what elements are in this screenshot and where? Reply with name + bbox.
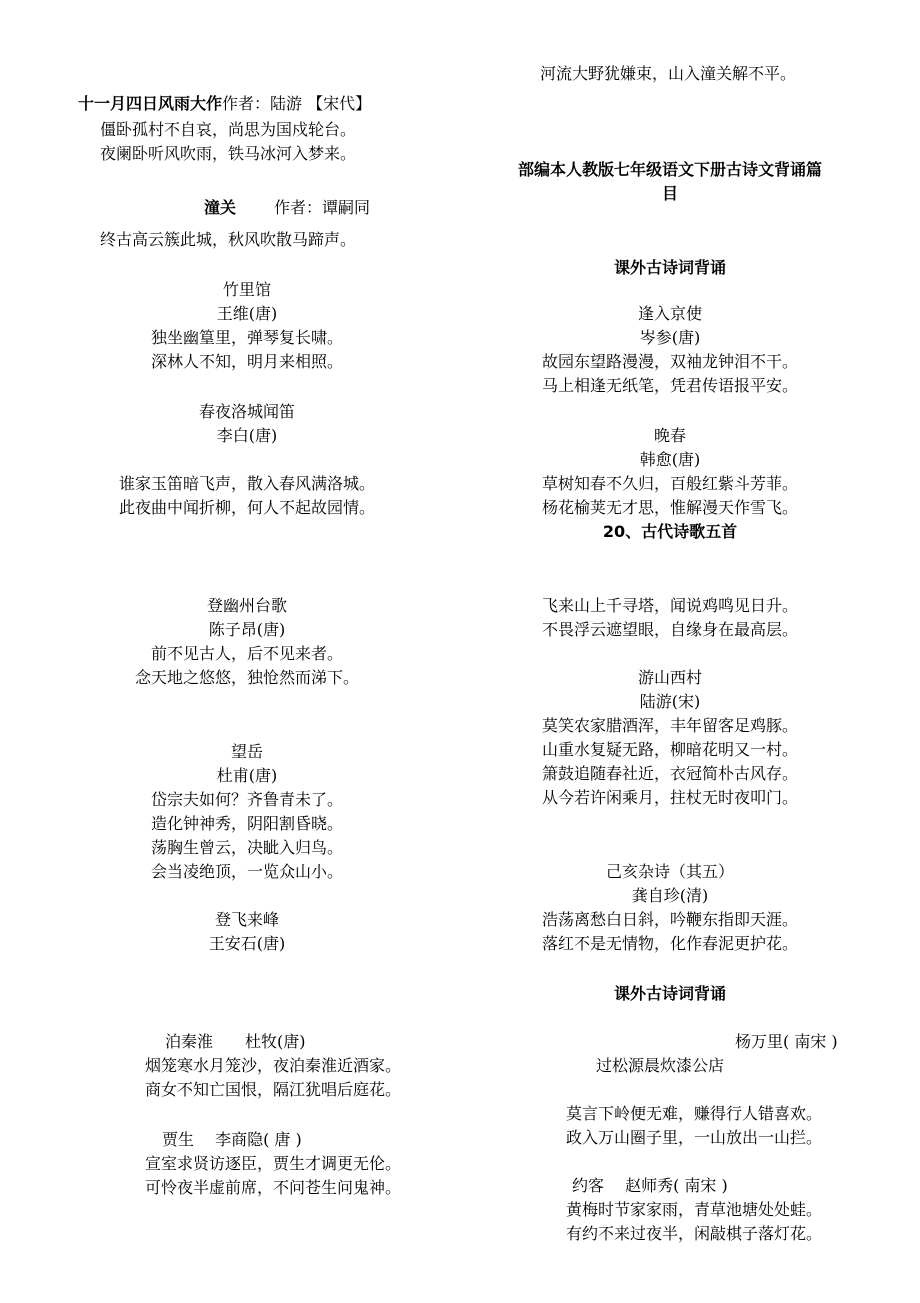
poem-title: 登飞来峰	[214, 910, 279, 929]
poem-line: 箫鼓追随春社近，衣冠简朴古风存。	[541, 764, 798, 783]
page-heading: 部编本人教版七年级语文下册古诗文背诵篇	[517, 160, 822, 179]
poem-title: 过松源晨炊漆公店	[596, 1056, 725, 1075]
poem-line: 念天地之悠悠，独怆然而涕下。	[134, 668, 359, 687]
poem-line: 莫言下岭便无难，赚得行人错喜欢。	[566, 1104, 823, 1123]
poem-title: 竹里馆	[222, 280, 271, 299]
poem-header: 约客 赵师秀( 南宋 )	[572, 1176, 728, 1195]
poem-title: 逢入京使	[637, 304, 702, 323]
poem-line: 岱宗夫如何？齐鲁青未了。	[150, 790, 343, 809]
poem-line: 商女不知亡国恨，隔江犹唱后庭花。	[145, 1080, 402, 1099]
poem-line: 故园东望路漫漫，双袖龙钟泪不干。	[541, 352, 798, 371]
poem-author: 韩愈(唐)	[639, 450, 701, 469]
poem-line: 莫笑农家腊酒浑，丰年留客足鸡豚。	[541, 716, 798, 735]
poem-title-line	[78, 92, 371, 116]
poem-header: 泊秦淮 杜牧(唐)	[165, 1032, 306, 1051]
poem-line: 造化钟神秀，阴阳割昏晓。	[150, 814, 343, 833]
poem-line: 终古高云簇此城，秋风吹散马蹄声。	[100, 230, 357, 249]
poem-title: 己亥杂诗（其五）	[605, 862, 734, 881]
poem-line: 黄梅时节家家雨，青草池塘处处蛙。	[566, 1200, 823, 1219]
poem-title-line	[204, 196, 370, 220]
poem-header: 贾生 李商隐( 唐 )	[162, 1130, 302, 1149]
poem-line: 草树知春不久归，百般红紫斗芳菲。	[541, 474, 798, 493]
poem-line: 浩荡离愁白日斜，吟鞭东指即天涯。	[541, 910, 798, 929]
poem-author: 杜甫(唐)	[216, 766, 278, 785]
poem-line: 杨花榆荚无才思，惟解漫天作雪飞。	[541, 498, 798, 517]
poem-line: 烟笼寒水月笼沙，夜泊秦淮近酒家。	[145, 1056, 402, 1075]
poem-author: 作者：谭嗣同	[274, 198, 371, 217]
poem-line: 此夜曲中闻折柳，何人不起故园情。	[118, 498, 375, 517]
poem-line: 政入万山圈子里，一山放出一山拦。	[566, 1128, 823, 1147]
poem-author: 陆游(宋)	[639, 692, 701, 711]
section-heading: 课外古诗词背诵	[613, 984, 726, 1003]
poem-author: 作者：陆游 【宋代】	[222, 94, 372, 113]
poem-line: 河流大野犹嫌束，山入潼关解不平。	[539, 64, 796, 83]
poem-line: 会当凌绝顶，一览众山小。	[150, 862, 343, 881]
poem-title: 登幽州台歌	[206, 596, 287, 615]
poem-author: 岑参(唐)	[639, 328, 701, 347]
section-heading: 20、古代诗歌五首	[602, 522, 738, 541]
poem-line: 飞来山上千寻塔，闻说鸡鸣见日升。	[541, 596, 798, 615]
poem-author: 王安石(唐)	[208, 934, 286, 953]
section-heading: 课外古诗词背诵	[613, 258, 726, 277]
poem-title: 游山西村	[637, 668, 702, 687]
poem-author: 龚自珍(清)	[631, 886, 709, 905]
poem-line: 谁家玉笛暗飞声，散入春风满洛城。	[118, 474, 375, 493]
poem-line: 落红不是无情物，化作春泥更护花。	[541, 934, 798, 953]
poem-author: 王维(唐)	[216, 304, 278, 323]
poem-author: 陈子昂(唐)	[208, 620, 286, 639]
poem-line: 可怜夜半虚前席，不问苍生问鬼神。	[145, 1178, 402, 1197]
poem-title: 潼关	[204, 198, 237, 217]
poem-line: 从今若许闲乘月，拄杖无时夜叩门。	[541, 788, 798, 807]
poem-line: 僵卧孤村不自哀，尚思为国戍轮台。	[100, 120, 357, 139]
poem-line: 山重水复疑无路，柳暗花明又一村。	[541, 740, 798, 759]
poem-line: 荡胸生曾云，决眦入归鸟。	[150, 838, 343, 857]
poem-author: 杨万里( 南宋 )	[735, 1032, 838, 1051]
poem-line: 不畏浮云遮望眼，自缘身在最高层。	[541, 620, 798, 639]
poem-line: 夜阑卧听风吹雨，铁马冰河入梦来。	[100, 144, 357, 163]
poem-title: 春夜洛城闻笛	[198, 402, 295, 421]
poem-line: 马上相逢无纸笔，凭君传语报平安。	[541, 376, 798, 395]
poem-title: 晚春	[653, 426, 686, 445]
poem-author: 李白(唐)	[216, 426, 278, 445]
poem-line: 深林人不知，明月来相照。	[150, 352, 343, 371]
poem-line: 宣室求贤访逐臣，贾生才调更无伦。	[145, 1154, 402, 1173]
page-heading: 目	[661, 184, 678, 203]
poem-line: 有约不来过夜半，闲敲棋子落灯花。	[566, 1224, 823, 1243]
poem-line: 前不见古人，后不见来者。	[150, 644, 343, 663]
poem-title: 望岳	[230, 742, 263, 761]
poem-line: 独坐幽篁里，弹琴复长啸。	[150, 328, 343, 347]
poem-title: 十一月四日风雨大作	[78, 94, 223, 113]
